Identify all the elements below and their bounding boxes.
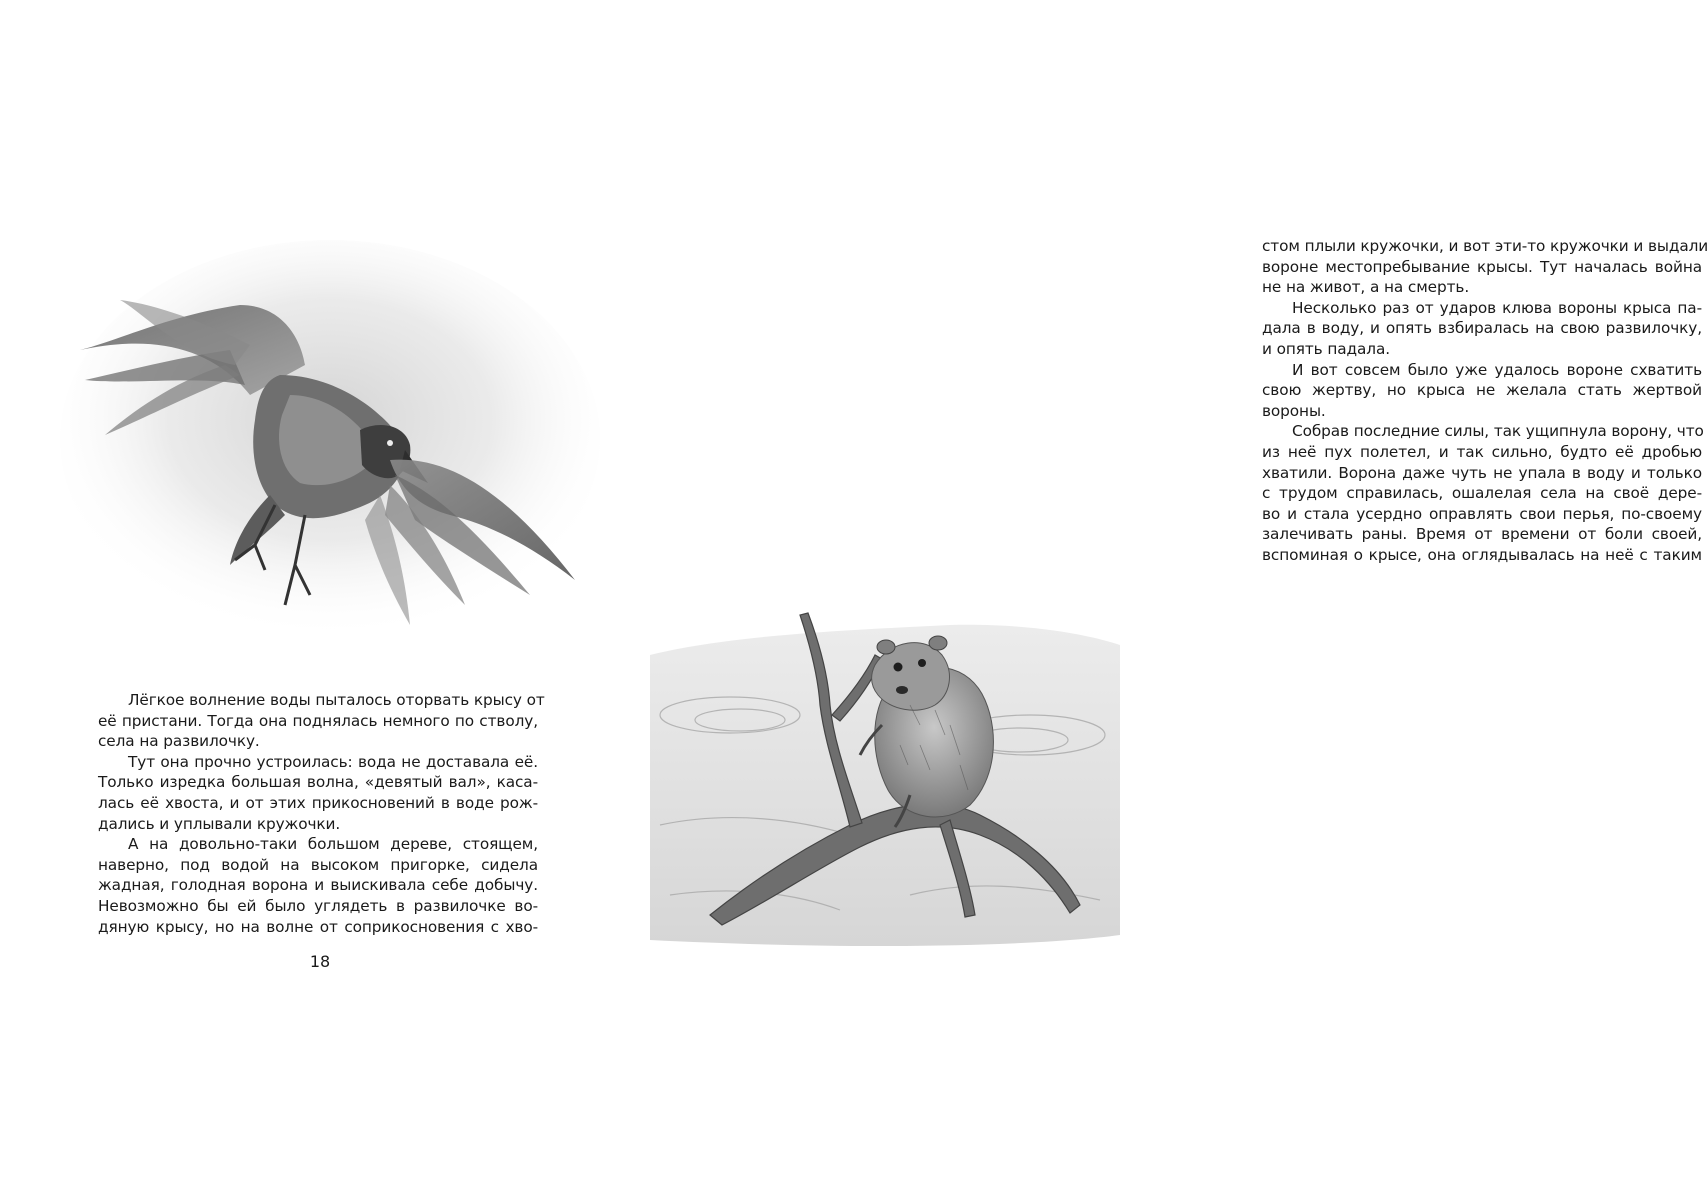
text-line: свою жертву, но крыса не желала стать жертвой (1262, 381, 1702, 400)
text-line: вспоминая о крысе, она оглядывалась на неё с таким (1262, 545, 1702, 564)
text-line: дались и уплывали кружочки. (98, 814, 341, 833)
text-line: И вот совсем было уже удалось вороне схватить (1292, 360, 1702, 379)
text-line: дяную крысу, но на волне от соприкосновения с хво- (98, 917, 538, 936)
page-number: 18 (309, 952, 331, 971)
text-line: вороны. (1262, 401, 1326, 420)
text-line: дала в воду, и опять взбиралась на свою развилочку, (1262, 319, 1702, 338)
text-line: залечивать раны. Время от времени от боли своей, (1262, 525, 1702, 544)
text-line: Только изредка большая волна, «девятый вал», каса- (98, 773, 538, 792)
text-line: лась её хвоста, и от этих прикосновений в воде рож- (98, 793, 538, 812)
water-rat-illustration (650, 595, 1120, 950)
text-line: наверно, под водой на высоком пригорке, сидела (98, 855, 538, 874)
text-line: Лёгкое волнение воды пыталось оторвать крысу от (128, 691, 545, 709)
left-page-text (98, 690, 545, 937)
text-line: и опять падала. (1262, 339, 1390, 358)
text-line: не на живот, а на смерть. (1262, 278, 1470, 297)
text-line: с трудом справилась, ошалелая села на своё дере- (1262, 484, 1702, 503)
text-line: её пристани. Тогда она поднялась немного по стволу, (98, 711, 538, 730)
right-page (600, 0, 1708, 1200)
text-line: вороне местопребывание крысы. Тут началась война (1262, 257, 1702, 276)
text-line: во и стала усердно оправлять свои перья, по-своему (1262, 504, 1702, 523)
text-line: жадная, голодная ворона и выискивала себе добычу. (98, 876, 538, 895)
text-line: Несколько раз от ударов клюва вороны крыса па- (1292, 298, 1702, 317)
text-line: стом плыли кружочки, и вот эти-то кружочки и выдали (1262, 237, 1708, 255)
text-line: А на довольно-таки большом дереве, стоящем, (128, 835, 538, 854)
text-line: Собрав последние силы, так ущипнула ворону, что (1292, 422, 1704, 441)
crow-illustration (60, 245, 590, 655)
text-line: Тут она прочно устроилась: вода не доставала её. (128, 752, 538, 771)
text-line: хватили. Ворона даже чуть не упала в воду и только (1262, 463, 1702, 482)
text-line: из неё пух полетел, и так сильно, будто её дробью (1262, 442, 1702, 461)
left-page (0, 0, 600, 1200)
text-line: села на развилочку. (98, 732, 260, 751)
text-line: Невозможно бы ей было углядеть в развилочке во- (98, 896, 538, 915)
right-page-text (1262, 236, 1708, 566)
